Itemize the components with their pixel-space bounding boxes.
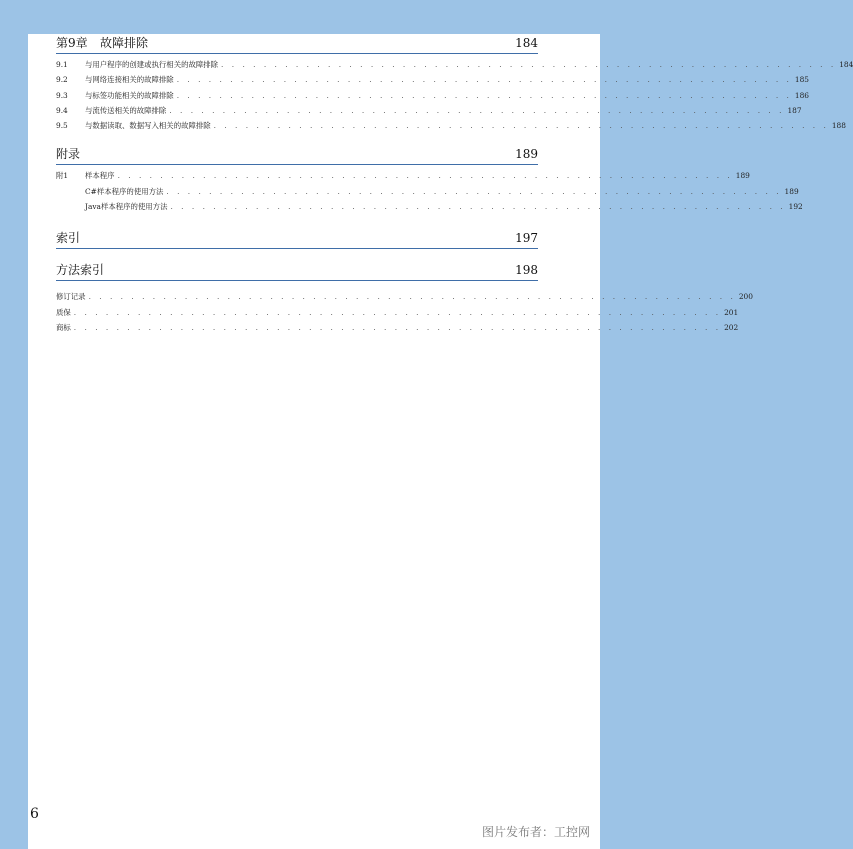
toc-section-appendix (56, 145, 803, 214)
chapter-page: 189 (515, 147, 538, 162)
toc-section-chapter9 (56, 34, 853, 133)
chapter-page: 198 (515, 263, 538, 278)
dot-leader: . . . . . . . . . . . . . . . . . . . . . . . . . . . . . . . . . . . . . . . . . . . . . . . . . . . . . . . . . . . . . (73, 322, 722, 332)
toc-entry[interactable] (56, 289, 753, 304)
entry-title: C#样本程序的使用方法 (85, 186, 164, 196)
entry-number: 9.4 (56, 105, 68, 115)
entry-number: 9.2 (56, 75, 68, 85)
chapter-heading[interactable] (56, 229, 538, 249)
entry-title: 质保 (56, 307, 71, 317)
toc-entry[interactable] (56, 184, 799, 199)
entry-page: 200 (738, 292, 753, 302)
toc-entry[interactable] (56, 305, 739, 320)
chapter-page: 184 (515, 36, 538, 50)
toc-entry[interactable] (56, 72, 809, 87)
entry-number: 9.3 (56, 90, 68, 100)
chapter-number: 第9章 (56, 36, 88, 50)
entry-title: 与流传送相关的故障排除 (85, 105, 167, 115)
toc-extras (56, 289, 753, 335)
entry-title: 商标 (56, 322, 71, 332)
dot-leader: . . . . . . . . . . . . . . . . . . . . . . . . . . . . . . . . . . . . . . . . . . . . . . . . . . . . . . . . . . (117, 171, 733, 181)
toc-entry[interactable] (56, 88, 809, 103)
chapter-heading[interactable] (56, 261, 538, 281)
entry-page: 189 (735, 171, 750, 181)
entry-title: 与网络连接相关的故障排除 (85, 75, 174, 85)
dot-leader: . . . . . . . . . . . . . . . . . . . . . . . . . . . . . . . . . . . . . . . . . . . . . . . . . . . . . . . . . . . . . (73, 307, 722, 317)
page-number: 6 (30, 806, 39, 822)
toc-entry[interactable] (56, 168, 750, 183)
chapter-title: 故障排除 (100, 36, 149, 50)
entry-page: 202 (724, 322, 739, 332)
chapter-title: 方法索引 (56, 263, 105, 278)
toc-entry[interactable] (56, 199, 803, 214)
toc-entry[interactable] (56, 320, 739, 335)
toc-entry[interactable] (56, 103, 802, 118)
toc-entry[interactable] (56, 118, 846, 133)
entry-title: Java样本程序的使用方法 (85, 202, 168, 212)
entry-page: 187 (787, 105, 802, 115)
entry-title: 样本程序 (85, 171, 115, 181)
entry-number: 附1 (56, 171, 69, 181)
watermark: 图片发布者：工控网 (481, 825, 590, 839)
entry-page: 184 (839, 60, 853, 69)
entry-title: 与标签功能相关的故障排除 (85, 90, 174, 100)
chapter-title: 附录 (56, 147, 81, 162)
dot-leader: . . . . . . . . . . . . . . . . . . . . . . . . . . . . . . . . . . . . . . . . . . . . . . . . . . . . . . . . . . (221, 60, 837, 69)
toc-section-index (56, 229, 538, 249)
entry-number: 9.5 (56, 121, 68, 131)
dot-leader: . . . . . . . . . . . . . . . . . . . . . . . . . . . . . . . . . . . . . . . . . . . . . . . . . . . . . . . . . . (213, 121, 829, 131)
table-of-contents (56, 34, 853, 335)
dot-leader: . . . . . . . . . . . . . . . . . . . . . . . . . . . . . . . . . . . . . . . . . . . . . . . . . . . . . . . . . . (170, 202, 786, 212)
entry-title: 与用户程序的创建或执行相关的故障排除 (85, 60, 219, 69)
chapter-page: 197 (515, 231, 538, 246)
entry-page: 186 (794, 90, 809, 100)
toc-section-method-index (56, 261, 538, 281)
dot-leader: . . . . . . . . . . . . . . . . . . . . . . . . . . . . . . . . . . . . . . . . . . . . . . . . . . . . . . . . . . (169, 105, 785, 115)
dot-leader: . . . . . . . . . . . . . . . . . . . . . . . . . . . . . . . . . . . . . . . . . . . . . . . . . . . . . . . . . . (166, 186, 782, 196)
dot-leader: . . . . . . . . . . . . . . . . . . . . . . . . . . . . . . . . . . . . . . . . . . . . . . . . . . . . . . . . . . (176, 75, 792, 85)
chapter-heading[interactable] (56, 145, 538, 165)
entry-page: 188 (831, 121, 846, 131)
entry-page: 189 (784, 186, 799, 196)
entry-title: 修订记录 (56, 292, 86, 302)
dot-leader: . . . . . . . . . . . . . . . . . . . . . . . . . . . . . . . . . . . . . . . . . . . . . . . . . . . . . . . . . . . . . (88, 292, 736, 302)
entry-page: 192 (788, 202, 803, 212)
entry-number: 9.1 (56, 60, 68, 69)
chapter-heading[interactable] (56, 34, 538, 54)
chapter-title: 索引 (56, 231, 81, 246)
entry-title: 与数据读取、数据写入相关的故障排除 (85, 121, 211, 131)
toc-entry[interactable] (56, 57, 853, 72)
entry-page: 201 (724, 307, 739, 317)
dot-leader: . . . . . . . . . . . . . . . . . . . . . . . . . . . . . . . . . . . . . . . . . . . . . . . . . . . . . . . . . . (176, 90, 792, 100)
entry-page: 185 (794, 75, 809, 85)
